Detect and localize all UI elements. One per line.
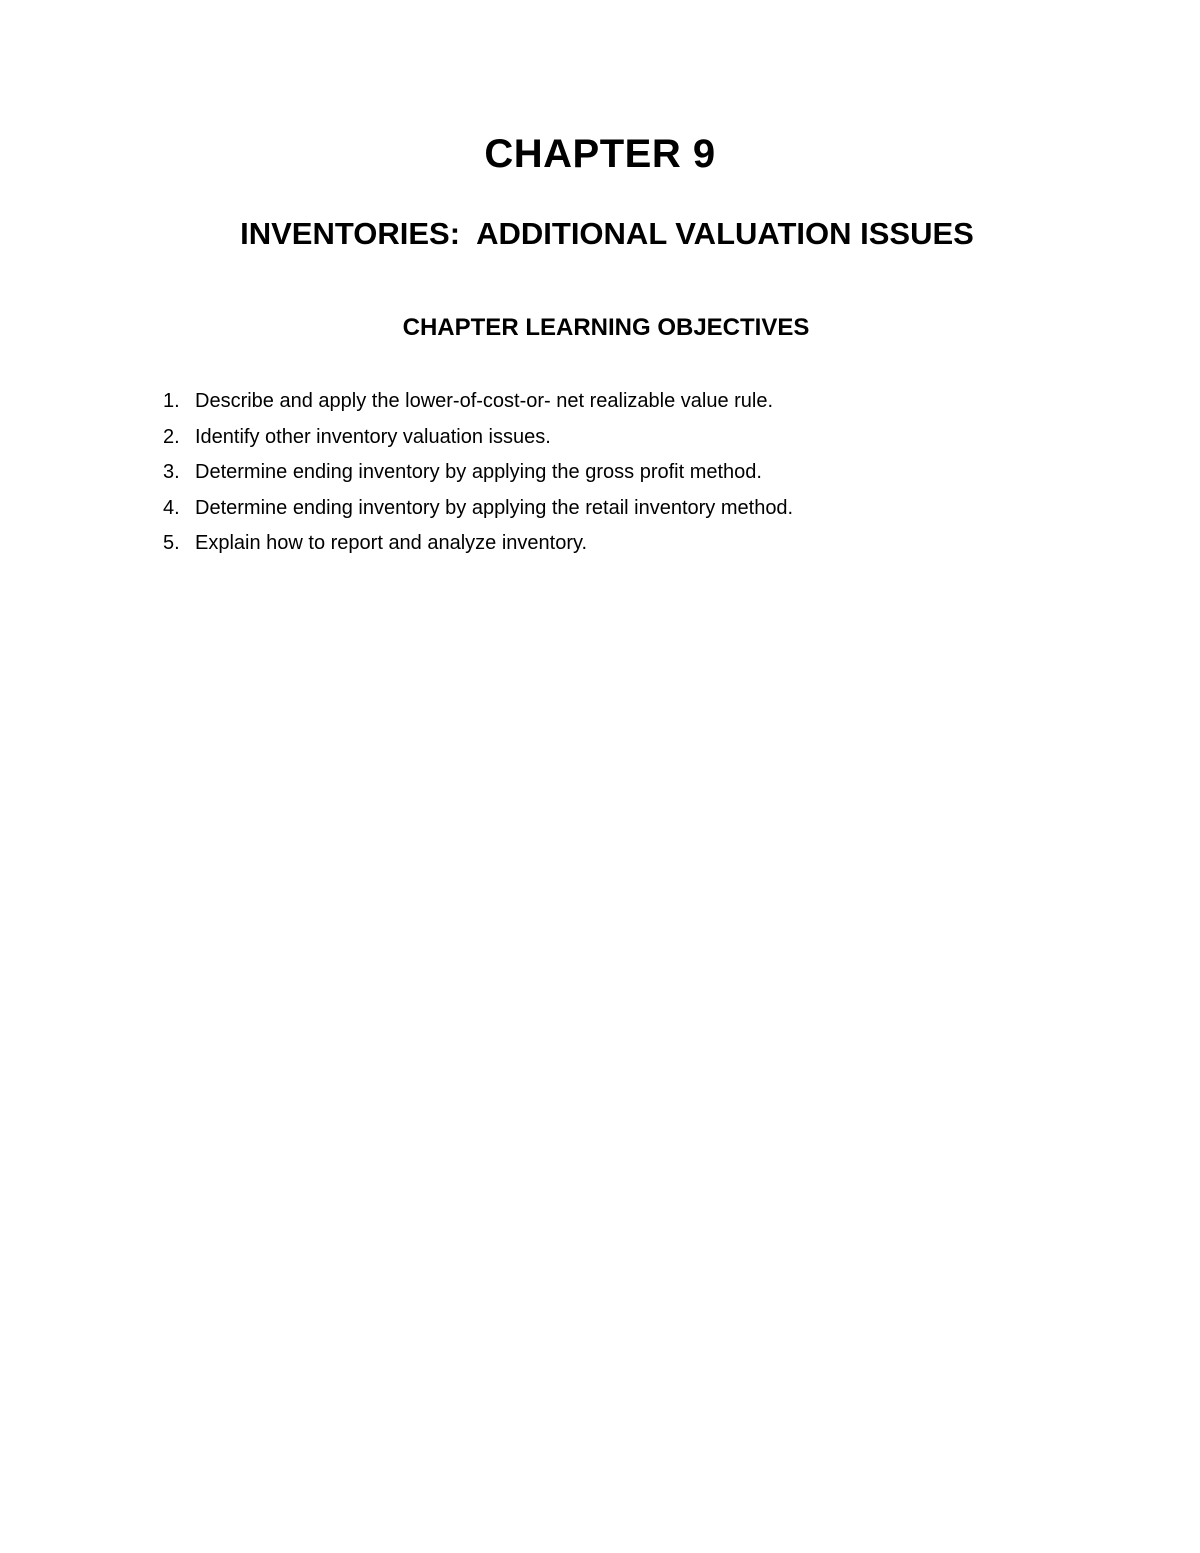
objective-text: Explain how to report and analyze inventory. (195, 532, 588, 554)
objective-text: Describe and apply the lower-of-cost-or- net realizable value rule. (195, 390, 774, 412)
objective-item (163, 384, 1063, 420)
objective-item (163, 420, 1063, 456)
objective-number: 1. (163, 390, 180, 412)
objective-number: 4. (163, 496, 180, 519)
objective-number: 5. (163, 532, 180, 554)
learning-objectives-heading: CHAPTER LEARNING OBJECTIVES (402, 314, 810, 341)
objective-item (163, 526, 1063, 562)
chapter-subtitle: INVENTORIES: ADDITIONAL VALUATION ISSUES (240, 216, 974, 251)
objective-text: Determine ending inventory by applying the gross profit method. (195, 461, 762, 483)
objective-number: 2. (163, 425, 180, 448)
objective-text: Determine ending inventory by applying the retail inventory method. (195, 496, 794, 519)
objective-item (163, 491, 1063, 527)
objective-number: 3. (163, 461, 180, 483)
objective-item (163, 455, 1063, 491)
learning-objectives-list (163, 384, 1063, 562)
objective-text: Identify other inventory valuation issues. (195, 425, 551, 448)
chapter-title: CHAPTER 9 (484, 132, 716, 176)
